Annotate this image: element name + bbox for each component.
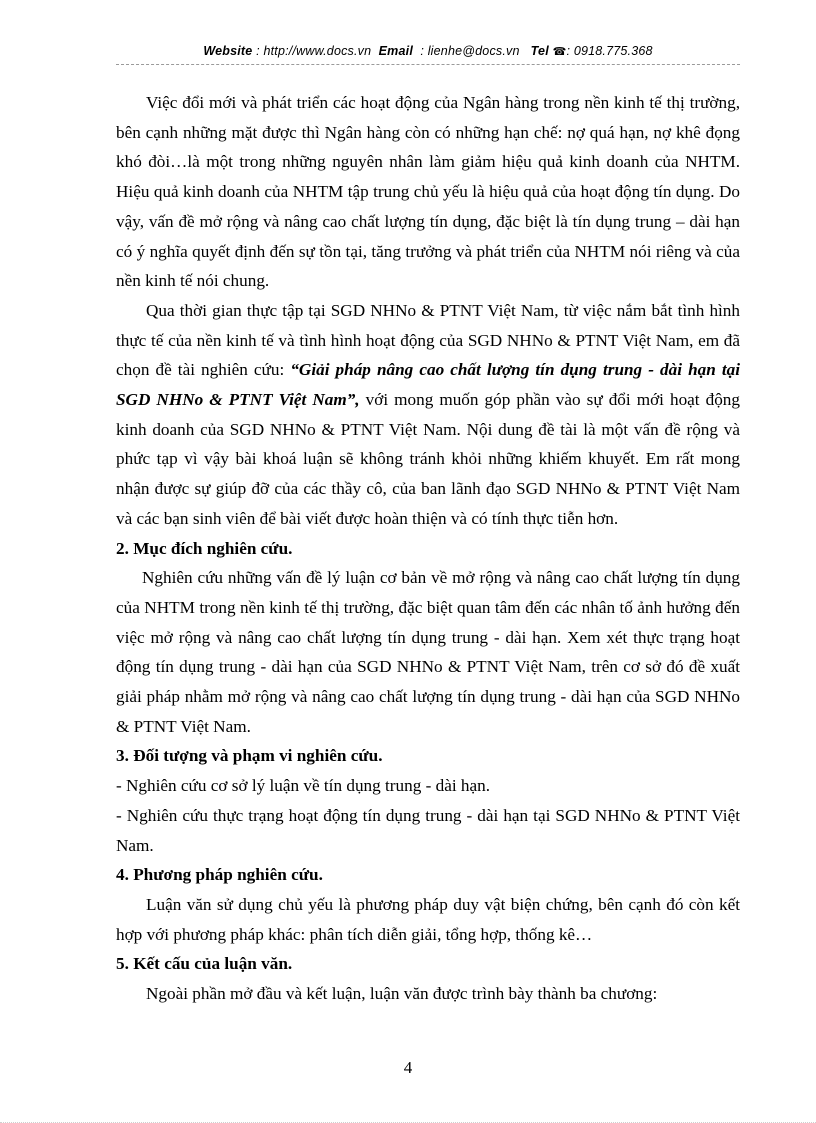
- section-heading-method: 4. Phương pháp nghiên cứu.: [116, 865, 323, 885]
- section-heading-structure: 5. Kết cấu của luận văn.: [116, 954, 293, 974]
- phone-icon: ☎: [552, 46, 567, 58]
- tel-value: : 0918.775.368: [566, 44, 653, 58]
- purpose-paragraph: Nghiên cứu những vấn đề lý luận cơ bản về mở rộng và nâng cao chất lượng tín dụng của NHTM trong nền kinh tế thị trường, đặc biệt quan tâm đến các nhân tố ảnh hưởng đến việc mở rộng và nâng cao chất lượng tín dụng trung - dài hạn. Xem xét thực trạng hoạt động tín dụng trung - dài hạn của SGD NHNo & PTNT Việt Nam, trên cơ sở đó đề xuất giải pháp nhằm mở rộng và nâng cao chất lượng tín dụng trung - dài hạn của SGD NHNo & PTNT Việt Nam.: [116, 568, 740, 736]
- website-label: Website: [203, 44, 253, 58]
- scope-item-2: - Nghiên cứu thực trạng hoạt động tín dụng trung - dài hạn tại SGD NHNo & PTNT Việt Nam.: [116, 805, 740, 855]
- method-paragraph: Luận văn sử dụng chủ yếu là phương pháp duy vật biện chứng, bên cạnh đó còn kết hợp với phương pháp khác: phân tích diễn giải, tổng hợp, thống kê…: [116, 894, 740, 944]
- page-number: 4: [403, 1058, 413, 1077]
- email-value: : lienhe@docs.vn: [420, 44, 520, 58]
- scope-item-1: - Nghiên cứu cơ sở lý luận về tín dụng trung - dài hạn.: [116, 776, 491, 796]
- topic-paragraph: [116, 296, 740, 534]
- thesis-title: “Giải pháp nâng cao chất lượng tín dụng trung - dài hạn tại SGD NHNo & PTNT Việt Nam”,: [116, 360, 741, 410]
- document-body: [116, 88, 740, 1009]
- topic-paragraph-start: Qua thời gian thực tập tại SGD NHNo & PTNT Việt Nam, từ việc nắm bắt tình hình thực tế của nền kinh tế và tình hình hoạt động của SGD NHNo & PTNT Việt Nam, em đã chọn đề tài nghiên cứu:: [116, 300, 740, 380]
- topic-paragraph-end: với mong muốn góp phần vào sự đổi mới hoạt động kinh doanh của SGD NHNo & PTNT Việt Nam. Nội dung đề tài là một vấn đề rộng và phức tạp vì vậy bài khoá luận sẽ không tránh khỏi những khiếm khuyết. Em rất mong nhận được sự giúp đỡ của các thầy cô, của ban lãnh đạo SGD NHNo & PTNT Việt Nam và các bạn sinh viên để bài viết được hoàn thiện và có tính thực tiễn hơn.: [116, 390, 740, 528]
- structure-paragraph: Ngoài phần mở đầu và kết luận, luận văn được trình bày thành ba chương:: [146, 984, 658, 1004]
- intro-paragraph: Việc đổi mới và phát triển các hoạt động của Ngân hàng trong nền kinh tế thị trường, bên cạnh những mặt được thì Ngân hàng còn có những hạn chế: nợ quá hạn, nợ khê đọng khó đòi…là một trong những nguyên nhân làm giảm hiệu quả kinh doanh của NHTM. Hiệu quả kinh doanh của NHTM tập trung chủ yếu là hiệu quả của hoạt động tín dụng. Do vậy, vấn đề mở rộng và nâng cao chất lượng tín dụng, đặc biệt là tín dụng trung – dài hạn có ý nghĩa quyết định đến sự tồn tại, tăng trưởng và phát triển của NHTM nói riêng và của nền kinh tế nói chung.: [116, 93, 740, 291]
- page-header: [116, 44, 740, 58]
- tel-label: Tel: [530, 44, 549, 58]
- website-value: : http://www.docs.vn: [256, 44, 372, 58]
- section-heading-purpose: 2. Mục đích nghiên cứu.: [116, 538, 293, 558]
- section-heading-scope: 3. Đối tượng và phạm vi nghiên cứu.: [116, 746, 383, 766]
- header-divider: [116, 64, 740, 65]
- email-label: Email: [378, 44, 413, 58]
